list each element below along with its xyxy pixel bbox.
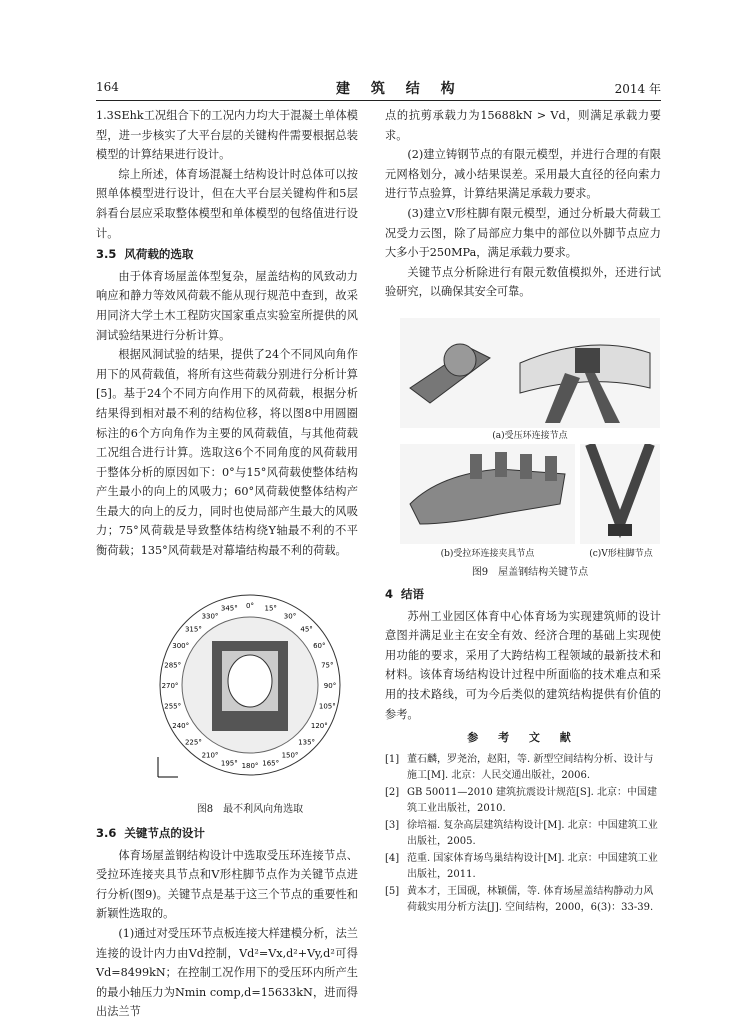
wind-angle-label: 150° bbox=[281, 751, 299, 760]
wind-angle-label: 75° bbox=[321, 661, 334, 670]
reference-text: 董石麟，罗尧治，赵阳，等. 新型空间结构分析、设计与施工[M]. 北京：人民交通出版社，2006. bbox=[407, 753, 654, 781]
paragraph: 1.3SEhk工况组合下的工况内力均大于混凝土单体模型，进一步核实了大平台层的关键构件需要根据总装模型的计算结果进行设计。 bbox=[96, 109, 358, 162]
figure-9c-caption: (c)V形柱脚节点 bbox=[589, 549, 653, 559]
wind-angle-label: 0° bbox=[246, 602, 254, 610]
section-heading-3-6: 3.6 关键节点的设计 bbox=[96, 826, 205, 840]
right-column bbox=[385, 106, 661, 302]
reference-number: [2] bbox=[385, 786, 400, 798]
wind-angle-label: 210° bbox=[201, 751, 219, 760]
wind-angle-label: 285° bbox=[164, 661, 182, 670]
reference-item bbox=[385, 785, 661, 817]
reference-item bbox=[385, 752, 661, 784]
paragraph: 关键节点分析除进行有限元数值模拟外，还进行试验研究，以确保其安全可靠。 bbox=[385, 265, 661, 299]
wind-angle-label: 195° bbox=[220, 759, 238, 768]
wind-angle-label: 90° bbox=[323, 682, 337, 690]
wind-angle-label: 120° bbox=[310, 722, 328, 730]
paragraph: 由于体育场屋盖体型复杂，屋盖结构的风致动力响应和静力等效风荷载不能从现行规范中查到，故采用同济大学土木工程防灾国家重点实验室所提供的风洞试验结果进行分析计算。 bbox=[96, 269, 358, 342]
paragraph: 根据风洞试验的结果，提供了24个不同风向角作用下的风荷载值，将所有这些荷载分别进行分析计算[5]。基于24个不同方向作用下的风荷载，根据分析结果得到相对最不利的结构位移，将以图8中用圆圈标注的6个方向角作为主要的风荷载值，与其他荷载工况组合进行计算。选取这6个不同角度的风荷载用于整体分析的原因如下：0°与15°风荷载使整体结构产生最小的向上的风吸力；60°风荷载使整体结构产生最大的向上的反力，同时也使局部产生最大的风吸力；75°风荷载是导致整体结构绕Y轴最不利的不平衡荷载；135°风荷载是对幕墙结构最不利的荷载。 bbox=[96, 348, 358, 558]
right-column-lower bbox=[385, 583, 661, 917]
reference-item bbox=[385, 851, 661, 883]
paragraph: 点的抗剪承载力为15688kN > Vd，则满足承载力要求。 bbox=[385, 109, 661, 142]
wind-angle-label: 45° bbox=[300, 625, 313, 634]
wind-angle-label: 15° bbox=[264, 604, 277, 613]
wind-angle-label: 60° bbox=[313, 642, 326, 650]
figure-9c-v-column-base-node bbox=[580, 444, 660, 544]
reference-item bbox=[385, 884, 661, 916]
wind-angle-label: 300° bbox=[172, 642, 190, 650]
paragraph: 体育场屋盖钢结构设计中选取受压环连接节点、受拉环连接夹具节点和V形柱脚节点作为关键节点进行分析(图9)。关键节点是基于这三个节点的重要性和新颖性选取的。 bbox=[96, 848, 358, 921]
wind-angle-label: 30° bbox=[283, 612, 297, 621]
reference-number: [3] bbox=[385, 819, 400, 831]
journal-title: 建 筑 结 构 bbox=[336, 81, 463, 97]
page-header bbox=[96, 78, 661, 98]
figure-9b-tension-ring-clamp-node bbox=[400, 444, 575, 544]
section-heading-3-5: 3.5 风荷载的选取 bbox=[96, 247, 194, 262]
references-list bbox=[385, 752, 661, 916]
figure-9a-caption: (a)受压环连接节点 bbox=[492, 431, 568, 441]
figure-8-caption: 图8 最不利风向角选取 bbox=[196, 804, 304, 815]
figure-9b-caption: (b)受拉环连接夹具节点 bbox=[440, 549, 535, 559]
page-number: 164 bbox=[96, 80, 119, 94]
paragraph: (1)通过对受压环节点板连接大样建模分析，法兰连接的设计内力由Vd控制，Vd²=Vx,d²+Vy,d²可得Vd=8499kN；在控制工况作用下的受压环内所产生的最小轴压力为Nmin comp,d=15633kN，进而得出法兰节 bbox=[96, 926, 358, 1019]
reference-number: [1] bbox=[385, 753, 400, 765]
left-column bbox=[96, 106, 358, 561]
wind-angle-label: 330° bbox=[201, 612, 219, 621]
wind-angle-label: 165° bbox=[262, 759, 280, 768]
wind-angle-label: 255° bbox=[164, 702, 182, 711]
wind-angle-label: 270° bbox=[161, 682, 179, 690]
journal-year: 2014 年 bbox=[614, 82, 661, 96]
reference-text: 范重. 国家体育场鸟巢结构设计[M]. 北京：中国建筑工业出版社，2011. bbox=[407, 852, 658, 880]
paragraph: (2)建立铸钢节点的有限元模型，并进行合理的有限元网格划分，减小结果误差。采用最大直径的径向索力进行节点验算，计算结果满足承载力要求。 bbox=[385, 148, 661, 201]
reference-number: [4] bbox=[385, 852, 400, 864]
reference-item bbox=[385, 818, 661, 850]
wind-angle-label: 345° bbox=[220, 604, 238, 613]
wind-angle-label: 225° bbox=[184, 738, 202, 747]
references-title: 参 考 文 献 bbox=[467, 731, 579, 745]
paragraph: 综上所述，体育场混凝土结构设计时总体可以按照单体模型进行设计，但在大平台层关键构件和5层斜看台层应采取整体模型和单体模型的包络值进行设计。 bbox=[96, 167, 358, 240]
left-column-lower bbox=[96, 822, 358, 1022]
wind-angle-diagram bbox=[150, 585, 350, 785]
paragraph: (3)建立V形柱脚有限元模型，通过分析最大荷载工况受力云图，除了局部应力集中的部位以外脚节点应力大多小于250MPa，满足承载力要求。 bbox=[385, 206, 661, 260]
wind-angle-label: 315° bbox=[184, 625, 202, 634]
reference-text: 徐培福. 复杂高层建筑结构设计[M]. 北京：中国建筑工业出版社，2005. bbox=[407, 819, 658, 847]
reference-text: GB 50011—2010 建筑抗震设计规范[S]. 北京：中国建筑工业出版社，2010. bbox=[407, 786, 657, 814]
reference-text: 黄本才，王国砚，林颖儒，等. 体育场屋盖结构静动力风荷载实用分析方法[J]. 空间结构，2000，6(3)：33-39. bbox=[407, 885, 654, 913]
wind-angle-label: 105° bbox=[318, 702, 336, 711]
wind-angle-label: 240° bbox=[172, 722, 190, 730]
reference-number: [5] bbox=[385, 885, 400, 897]
wind-angle-label: 180° bbox=[241, 762, 259, 770]
wind-angle-label: 135° bbox=[298, 738, 316, 747]
figure-9a-compression-ring-node bbox=[400, 318, 660, 428]
paragraph: 苏州工业园区体育中心体育场为实现建筑师的设计意图并满足业主在安全有效、经济合理的基础上实现使用功能的要求，采用了大跨结构工程领域的最新技术和材料。该体育场结构设计过程中所面临的技术难点和采用的技术路线，可为今后类似的建筑结构提供有价值的参考。 bbox=[385, 609, 661, 721]
header-rule bbox=[96, 100, 661, 101]
section-heading-4: 4 结语 bbox=[385, 587, 425, 601]
figure-9-caption: 图9 屋盖钢结构关键节点 bbox=[471, 567, 589, 578]
